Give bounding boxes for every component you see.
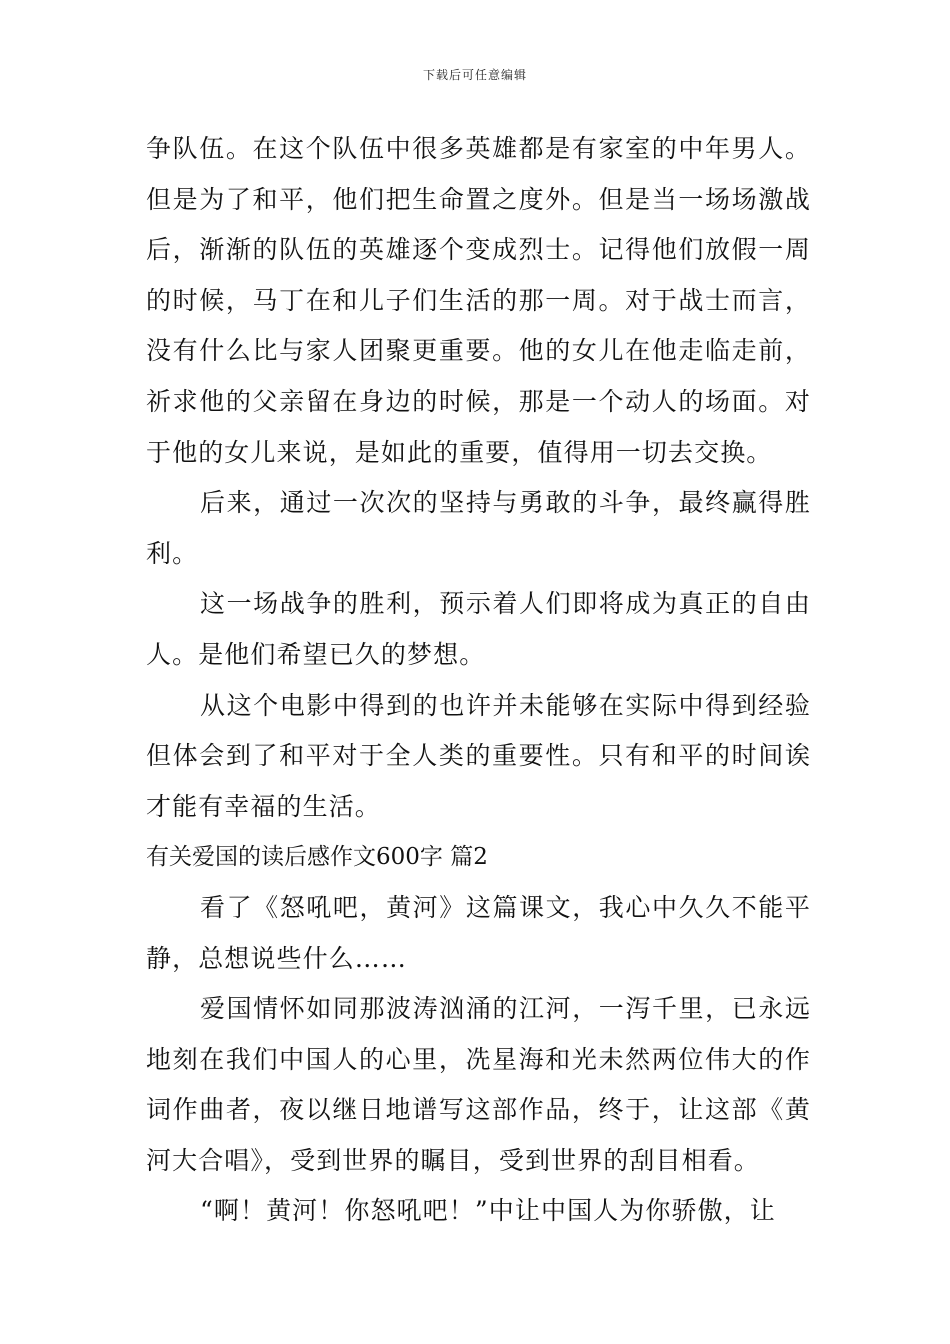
document-body	[146, 124, 811, 1237]
paragraph-continuation: 争队伍。在这个队伍中很多英雄都是有家室的中年男人。但是为了和平，他们把生命置之度外。但是当一场场激战后，渐渐的队伍的英雄逐个变成烈士。记得他们放假一周的时候，马丁在和儿子们生活的那一周。对于战士而言，没有什么比与家人团聚更重要。他的女儿在他走临走前，祈求他的父亲留在身边的时候，那是一个动人的场面。对于他的女儿来说，是如此的重要，值得用一切去交换。	[146, 134, 811, 467]
paragraph: 看了《怒吼吧，黄河》这篇课文，我心中久久不能平静，总想说些什么……	[146, 892, 811, 973]
paragraph: “啊！黄河！你怒吼吧！”中让中国人为你骄傲，让	[200, 1196, 776, 1226]
paragraph: 从这个电影中得到的也许并未能够在实际中得到经验但体会到了和平对于全人类的重要性。只有和平的时间诶才能有幸福的生活。	[146, 690, 811, 821]
header-note: 下载后可任意编辑	[422, 68, 527, 82]
section-heading: 有关爱国的读后感作文600字 篇2	[146, 844, 488, 871]
paragraph: 爱国情怀如同那波涛汹涌的江河，一泻千里，已永远地刻在我们中国人的心里，冼星海和光未然两位伟大的作词作曲者，夜以继日地谱写这部作品，终于，让这部《黄河大合唱》，受到世界的瞩目，受到世界的刮目相看。	[146, 994, 811, 1175]
paragraph: 后来，通过一次次的坚持与勇敢的斗争，最终赢得胜利。	[146, 488, 811, 568]
paragraph: 这一场战争的胜利，预示着人们即将成为真正的自由人。是他们希望已久的梦想。	[146, 589, 811, 669]
